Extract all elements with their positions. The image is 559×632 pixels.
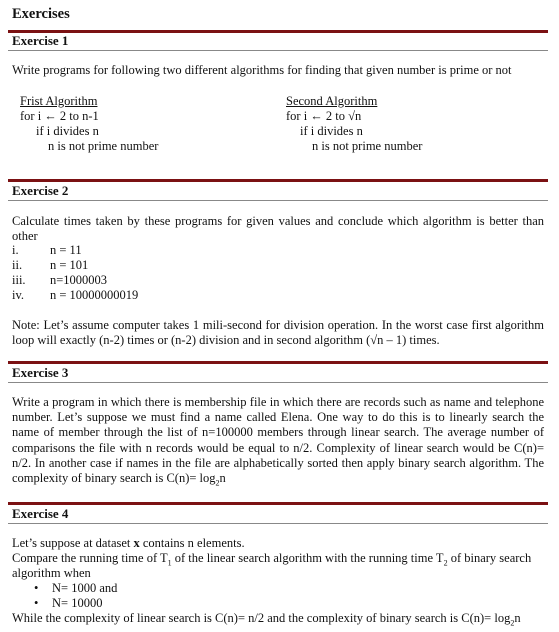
section-rule	[8, 502, 548, 505]
section-rule	[8, 523, 548, 524]
second-algorithm	[286, 94, 422, 154]
section-rule	[8, 382, 548, 383]
section-rule	[8, 50, 548, 51]
log-subscript: 2	[215, 478, 220, 488]
dataset-name: x	[133, 536, 140, 550]
list-item-number: i.	[12, 243, 19, 257]
exercise-4-line-3: algorithm when	[12, 566, 91, 580]
bullet-item: N= 10000	[52, 596, 103, 610]
section-rule	[8, 200, 548, 201]
t2-subscript: 2	[443, 558, 448, 568]
section-rule	[8, 179, 548, 182]
list-item-value: n = 10000000019	[50, 288, 139, 302]
second-algorithm-line-2: if i divides n	[300, 124, 363, 138]
exercise-4-text-end: n	[514, 611, 521, 625]
list-item-value: n = 11	[50, 243, 82, 257]
bullet-icon: •	[34, 596, 39, 610]
second-algorithm-title: Second Algorithm	[286, 94, 378, 108]
page-title: Exercises	[12, 6, 70, 22]
exercise-4-line-1	[12, 536, 544, 551]
exercise-4-text: of the linear search algorithm with the running time T	[171, 551, 444, 565]
exercise-4-text: of binary search	[447, 551, 532, 565]
list-item-number: ii.	[12, 258, 23, 272]
exercise-3-heading: Exercise 3	[12, 365, 69, 380]
exercise-4-text: Let’s suppose at dataset	[12, 536, 134, 550]
section-rule	[8, 30, 548, 33]
exercise-4-text: While the complexity of linear search is C(n)= n/2 and the complexity of binary search is C(n)= log	[12, 611, 511, 625]
exercise-3-text-end: n	[219, 471, 226, 486]
list-item-value: n = 101	[50, 258, 89, 272]
section-rule	[8, 361, 548, 364]
exercise-4-heading: Exercise 4	[12, 506, 69, 521]
log-subscript: 2	[510, 618, 515, 628]
exercise-2-heading: Exercise 2	[12, 183, 69, 198]
exercise-4-text: Compare the running time of T	[12, 551, 168, 565]
list-item-value: n=1000003	[50, 273, 108, 287]
exercise-2-intro: Calculate times taken by these programs for given values and conclude which algorithm is better than other	[12, 214, 544, 244]
exercise-3-text: Write a program in which there is membership file in which there are records such as name and telephone number. Let’s suppose we must find a name called Elena. One way to do this is to linearly search the name of member through the list of n=100000 members through linear search. The average number of comparisons the file with n records would be equal to n/2. Complexity of linear search would be C(n)= n/2. In another case if names in the file are alphabetically sorted then apply binary search algorithm. The complexity of binary search is C(n)= log	[12, 395, 544, 486]
bullet-item: N= 1000 and	[52, 581, 118, 595]
exercise-4-text: contains n elements.	[139, 536, 245, 550]
exercise-1-intro: Write programs for following two different algorithms for finding that given number is prime or not	[12, 63, 512, 77]
bullet-icon: •	[34, 581, 39, 595]
second-algorithm-line-1: for i ← 2 to √n	[286, 109, 362, 123]
first-algorithm	[20, 94, 158, 154]
first-algorithm-line-2: if i divides n	[36, 124, 99, 138]
t1-subscript: 1	[167, 558, 172, 568]
first-algorithm-line-3: n is not prime number	[48, 139, 159, 153]
exercise-1-heading: Exercise 1	[12, 33, 69, 48]
first-algorithm-line-1: for i ← 2 to n-1	[20, 109, 99, 123]
list-item-number: iii.	[12, 273, 26, 287]
exercise-4-line-2	[12, 551, 544, 566]
list-item-number: iv.	[12, 288, 25, 302]
second-algorithm-line-3: n is not prime number	[312, 139, 423, 153]
exercise-4-final	[12, 611, 544, 626]
first-algorithm-title: Frist Algorithm	[20, 94, 98, 108]
exercise-3-body	[12, 395, 544, 486]
exercise-2-note: Note: Let’s assume computer takes 1 mili-second for division operation. In the worst case first algorithm loop will exactly (n-2) times or (n-2) division and in second algorithm (√n – 1) times.	[12, 318, 544, 348]
